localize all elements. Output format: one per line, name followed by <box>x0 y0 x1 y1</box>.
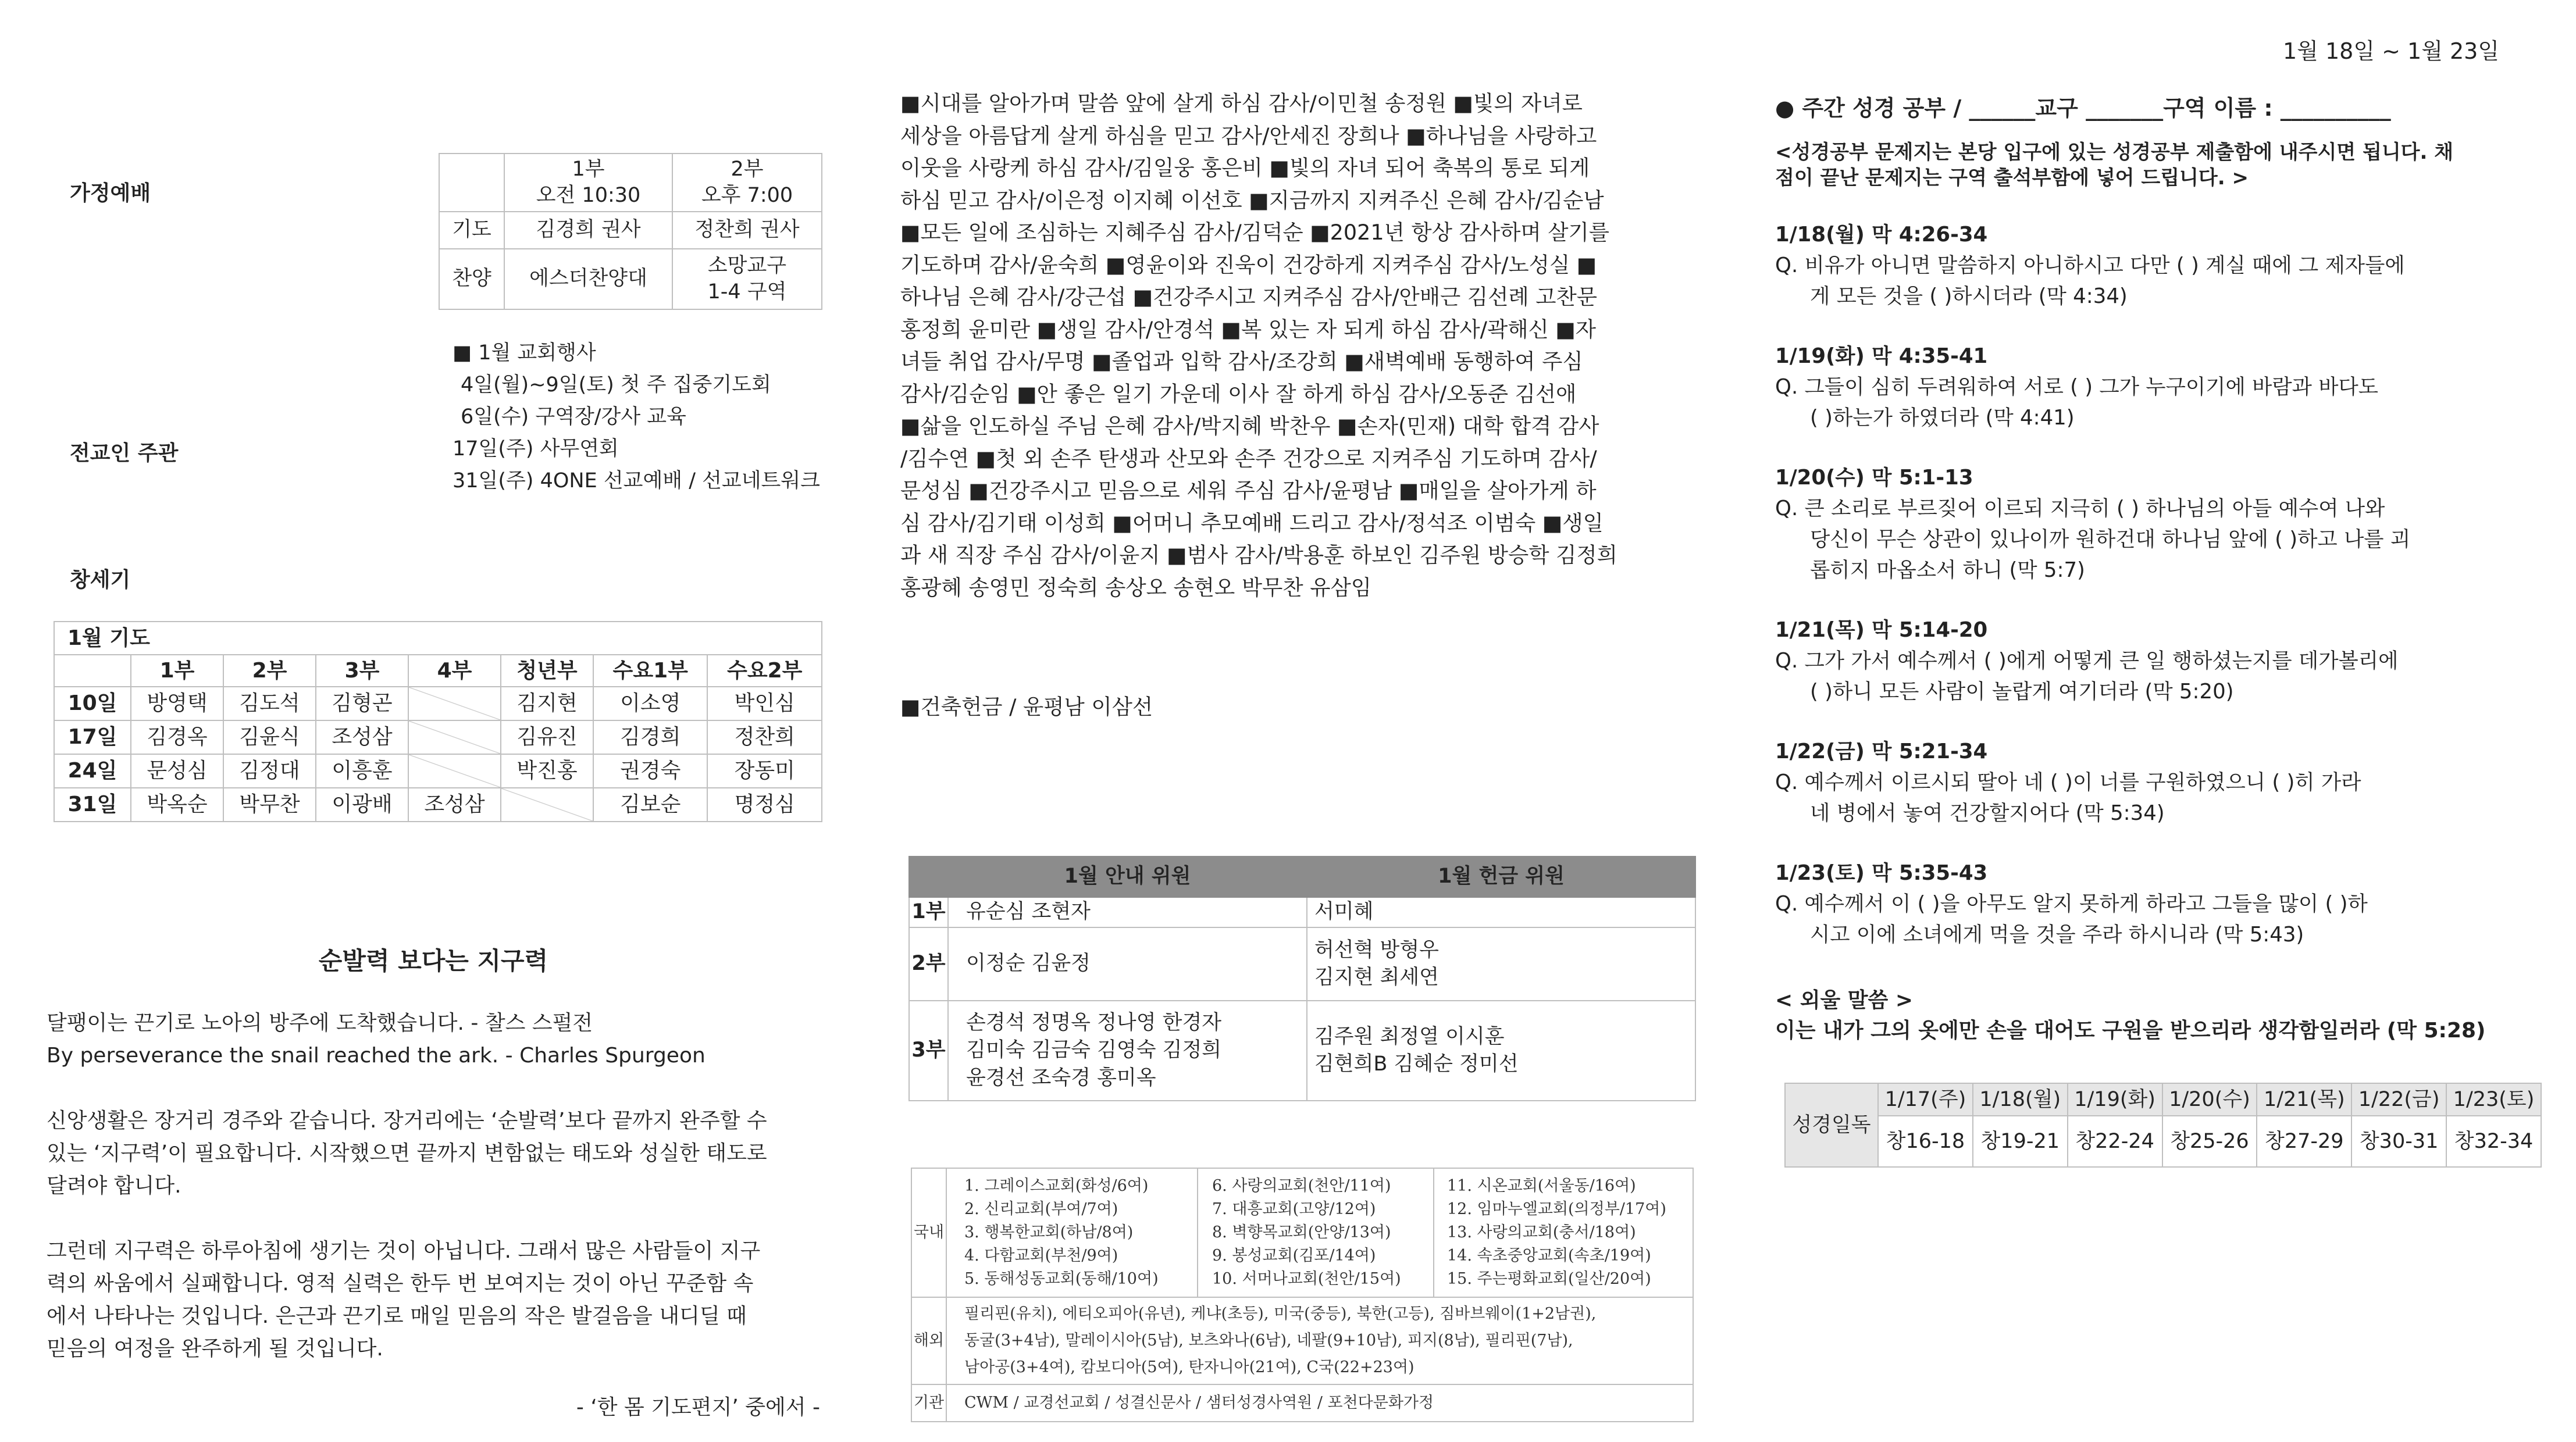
home-worship-label: 가정예배 <box>70 181 151 205</box>
genesis-label: 창세기 <box>70 568 131 592</box>
table-row: 1부 유순심 조현자 서미혜 <box>909 897 1695 927</box>
day-block: 1/22(금) 막 5:21-34 Q. 예수께서 이르시되 딸아 네 ( )이 너를 구원하였으니 ( )히 가라 네 병에서 놓여 건강할지어다 (막 5:34) <box>1775 740 2361 825</box>
church-events: ■ 1월 교회행사 4일(월)~9일(토) 첫 주 집중기도회 6일(수) 구역장/강사 교육 17일(주) 사무연회 31일(주) 4ONE 선교예배 / 선교네트워크 <box>453 337 820 497</box>
building-offering: ■건축헌금 / 윤평남 이삼선 <box>900 694 1153 719</box>
org-label: 기관 <box>911 1384 946 1422</box>
table-row: 31일 박옥순 박무찬 이광배 조성삼 김보순 명정심 <box>54 788 822 822</box>
memory-title: < 외울 말씀 > <box>1775 988 1914 1012</box>
day-block: 1/19(화) 막 4:35-41 Q. 그들이 심히 두려워하여 서로 ( ) 그가 누구이기에 바람과 바다도 ( )하는가 하였더라 (막 4:41) <box>1775 344 2379 430</box>
essay-source: - ‘한 몸 기도편지’ 중에서 - <box>576 1395 820 1419</box>
study-title: ● 주간 성경 공부 / ______교구 _______구역 이름 : __________ <box>1775 95 2391 121</box>
overseas-label: 해외 <box>911 1297 946 1384</box>
prayer-table: 1월 기도 1부 2부 3부 4부 청년부 수요1부 수요2부 10일 방영택 김도석 김형곤 김지현 이소영 박인심 17일 김경옥 김윤식 조성삼 김유진 김경희 정찬희 24일 문성심 김정대 이흥훈 박진홍 권경숙 장동미 31일 박옥순 박무찬 이광배 조성삼 김보순 명정심 <box>54 621 822 822</box>
guide-header: 1월 안내 위원 <box>948 856 1307 897</box>
quote-korean: 달팽이는 끈기로 노아의 방주에 도착했습니다. - 찰스 스펄전 <box>47 1011 593 1035</box>
quote-english: By perseverance the snail reached the ark. - Charles Spurgeon <box>47 1044 706 1068</box>
reading-table: 성경일독 1/17(주) 1/18(월) 1/19(화) 1/20(수) 1/21(목) 1/22(금) 1/23(토) 창16-18 창19-21 창22-24 창25-26 창27-29 창30-31 창32-34 <box>1784 1083 2542 1168</box>
missionary-label: 전교인 주관 <box>70 441 179 465</box>
domestic-label: 국내 <box>911 1168 946 1297</box>
mission-table: 국내 1. 그레이스교회(화성/6여) 2. 신리교회(부여/7여) 3. 행복한교회(하남/8여) 4. 다함교회(부천/9여) 5. 동해성동교회(동해/10여) 6. 사랑의교회(천안/11여) 7. 대흥교회(고양/12여) 8. 벽향목교회(안양/13여) 9. 봉성교회(김포/14여) 10. 서머나교회(천안/15여) 11. 시온교회(서울동/16여) 12. 임마누엘교회(의정부/17여) 13. 사랑의교회(충서/18여) 14. 속초중앙교회(속초/19여) 15. 주는평화교회(일산/20여) 해외 필리핀(유치), 에티오피아(유년), 케냐(초등), 미국(중등), 북한(고등), 짐바브웨이(1+2남권), 동굴(3+4남), 말레이시아(5남), 보츠와나(6남), 네팔(9+10남), 피지(8남), 필리핀(7남), 남아공(3+4여), 캄보디아(5여), 탄자니아(21여), C국(22+23여) 기관 CWM / 교경선교회 / 성결신문사 / 샘터성경사역원 / 포천다문화가정 <box>911 1168 1694 1422</box>
study-days <box>1775 219 2566 950</box>
essay-body: 달팽이는 끈기로 노아의 방주에 도착했습니다. - 찰스 스펄전 By perseverance the snail reached the ark. - Charles Spurgeon 신앙생활은 장거리 경주와 같습니다. 장거리에는 ‘순발력’보다 끝까지 완주할 수 있는 ‘지구력’이 필요합니다. 시작했으면 끝까지 변함없는 태도와 성실한 태도로 달려야 합니다. 그런데 지구력은 하루아침에 생기는 것이 아닙니다. 그래서 많은 사람들이 지구 력의 싸움에서 실패합니다. 영적 실력은 한두 번 보여지는 것이 아닌 꾸준함 속 에서 나타나는 것입니다. 은근과 끈기로 매일 믿음의 작은 발걸음을 내디딜 때 믿음의 여정을 완주하게 될 것입니다. <box>47 1007 826 1365</box>
thanksgiving-list: ■시대를 알아가며 말씀 앞에 살게 하심 감사/이민철 송정원 ■빛의 자녀로 세상을 아름답게 살게 하심을 믿고 감사/안세진 장희나 ■하나님을 사랑하고 이웃을 사랑케 하심 감사/김일웅 홍은비 ■빛의 자녀 되어 축복의 통로 되게 하심 믿고 감사/이은정 이지혜 이선호 ■지금까지 지켜주신 은혜 감사/김순남 ■모든 일에 조심하는 지혜주심 감사/김덕순 ■2021년 항상 감사하며 살기를 기도하며 감사/윤숙희 ■영윤이와 진욱이 건강하게 지켜주심 감사/노성실 ■ 하나님 은혜 감사/강근섭 ■건강주시고 지켜주심 감사/안배근 김선례 고찬문 홍정희 윤미란 ■생일 감사/안경석 ■복 있는 자 되게 하심 감사/곽해신 ■자 녀들 취업 감사/무명 ■졸업과 입학 감사/조강희 ■새벽예배 동행하여 주심 감사/김순임 ■안 좋은 일기 가운데 이사 잘 하게 하심 감사/오동준 김선애 ■삶을 인도하실 주님 은혜 감사/박지혜 박찬우 ■손자(민재) 대학 합격 감사 /김수연 ■첫 외 손주 탄생과 산모와 손주 건강으로 지켜주심 기도하며 감사/ 문성심 ■건강주시고 믿음으로 세워 주심 감사/윤평남 ■매일을 살아가게 하 심 감사/김기태 이성희 ■어머니 추모예배 드리고 감사/정석조 이범숙 ■생일 과 새 직장 주심 감사/이윤지 ■범사 감사/박용훈 하보인 김주원 방승학 김정희 홍광혜 송영민 정숙희 송상오 송현오 박무찬 유삼임 <box>900 91 1617 600</box>
reading-label: 성경일독 <box>1785 1083 1878 1167</box>
day-block: 1/20(수) 막 5:1-13 Q. 큰 소리로 부르짖어 이르되 지극히 ( ) 하나님의 아들 예수여 나와 당신이 무슨 상관이 있나이까 원하건대 하나님 앞에 ( )하고 나를 괴 롭히지 마옵소서 하니 (막 5:7) <box>1775 466 2411 582</box>
day-block: 1/21(목) 막 5:14-20 Q. 그가 가서 예수께서 ( )에게 어떻게 큰 일 행하셨는지를 데가볼리에 ( )하니 모든 사람이 놀랍게 여기더라 (막 5:20) <box>1775 618 2399 704</box>
service-table: 1부 오전 10:30 2부 오후 7:00 기도 김경희 권사 정찬희 권사 찬양 에스더찬양대 소망교구 1-4 구역 <box>439 153 822 310</box>
day-block: 1/18(월) 막 4:26-34 Q. 비유가 아니면 말씀하지 아니하시고 다만 ( ) 계실 때에 그 제자들에 게 모든 것을 ( )하시더라 (막 4:34) <box>1775 223 2405 308</box>
committee-table <box>908 856 1696 1101</box>
prayer-title: 1월 기도 <box>54 622 822 655</box>
table-row: 17일 김경옥 김윤식 조성삼 김유진 김경희 정찬희 <box>54 720 822 754</box>
table-row: 3부 손경석 정명옥 정나영 한경자 김미숙 김금숙 김영숙 김정희 윤경선 조숙경 홍미옥 김주원 최정열 이시훈 김현희B 김혜순 정미선 <box>909 1001 1695 1101</box>
study-notice: <성경공부 문제지는 본당 입구에 있는 성경공부 제출함에 내주시면 됩니다. 채 점이 끝난 문제지는 구역 출석부함에 넣어 드립니다. > <box>1775 141 2454 190</box>
table-row: 2부 이정순 김윤정 허선혁 방형우 김지현 최세연 <box>909 927 1695 1001</box>
events-title: ■ 1월 교회행사 <box>453 341 596 365</box>
day-block: 1/23(토) 막 5:35-43 Q. 예수께서 이 ( )을 아무도 알지 못하게 하라고 그들을 많이 ( )하 시고 이에 소녀에게 먹을 것을 주라 하시니라 (막 5:43) <box>1775 861 2368 947</box>
date-range: 1월 18일 ~ 1월 23일 <box>2283 38 2500 64</box>
table-row: 10일 방영택 김도석 김형곤 김지현 이소영 박인심 <box>54 687 822 720</box>
table-row: 24일 문성심 김정대 이흥훈 박진홍 권경숙 장동미 <box>54 754 822 788</box>
offering-header: 1월 헌금 위원 <box>1307 856 1695 897</box>
memory-verse: 이는 내가 그의 옷에만 손을 대어도 구원을 받으리라 생각함일러라 (막 5:28) <box>1775 1019 2486 1043</box>
essay-title: 순발력 보다는 지구력 <box>318 947 548 975</box>
